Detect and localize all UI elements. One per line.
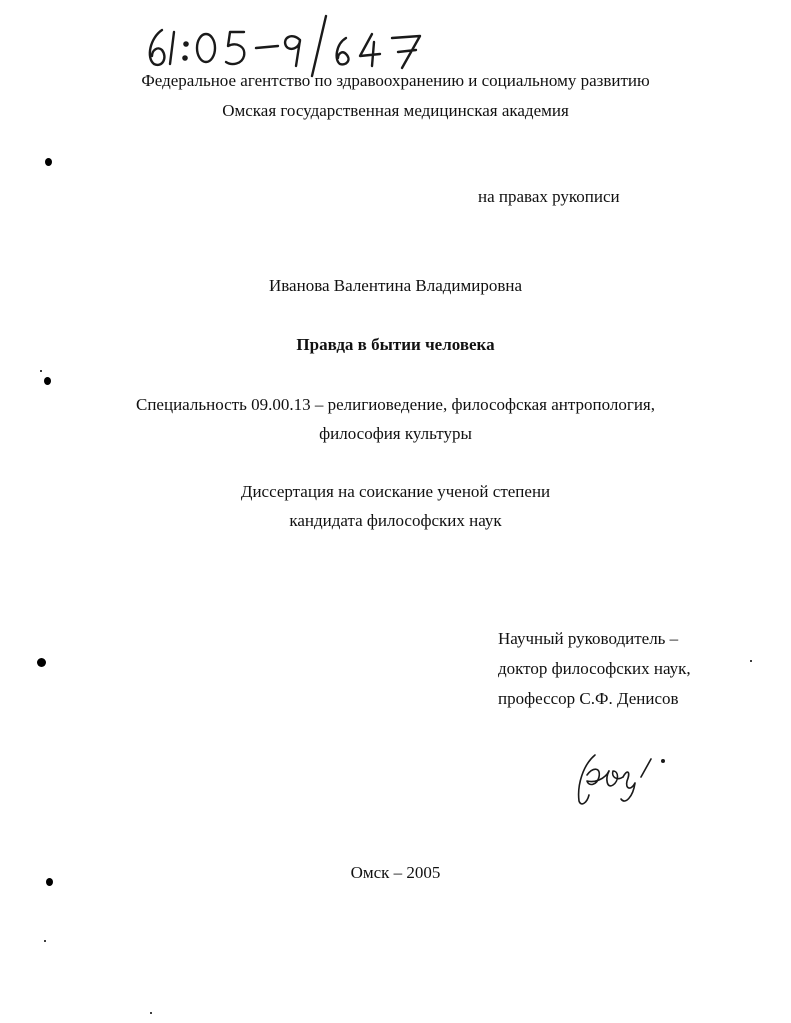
supervisor-line-2: доктор философских наук, — [498, 659, 691, 678]
specialty-line-2: философия культуры — [319, 424, 472, 443]
specialty-line-1: Специальность 09.00.13 – религиоведение, философская антропология, — [135, 395, 655, 414]
manuscript-note: на правах рукописи — [478, 187, 620, 206]
dissertation-title: Правда в бытии человека — [296, 335, 495, 354]
place-and-year: Омск – 2005 — [350, 863, 441, 882]
binding-hole-mark — [37, 658, 46, 667]
scan-speck — [44, 940, 46, 942]
degree-line-1: Диссертация на соискание ученой степени — [240, 482, 551, 501]
author-name: Иванова Валентина Владимировна — [268, 276, 523, 295]
degree-line-2: кандидата философских наук — [289, 511, 502, 530]
binding-hole-mark — [46, 878, 53, 886]
scan-speck — [40, 370, 42, 372]
signature — [565, 745, 675, 810]
academy-name: Омская государственная медицинская академия — [222, 101, 569, 120]
binding-hole-mark — [45, 158, 52, 166]
handwritten-archive-code — [140, 8, 460, 78]
supervisor-line-1: Научный руководитель – — [498, 629, 679, 648]
agency-name: Федеральное агентство по здравоохранению и социальному развитию — [141, 71, 650, 90]
scan-speck — [150, 1012, 152, 1014]
supervisor-line-3: профессор С.Ф. Денисов — [498, 689, 679, 708]
binding-hole-mark — [44, 377, 51, 385]
scan-speck — [750, 660, 752, 662]
